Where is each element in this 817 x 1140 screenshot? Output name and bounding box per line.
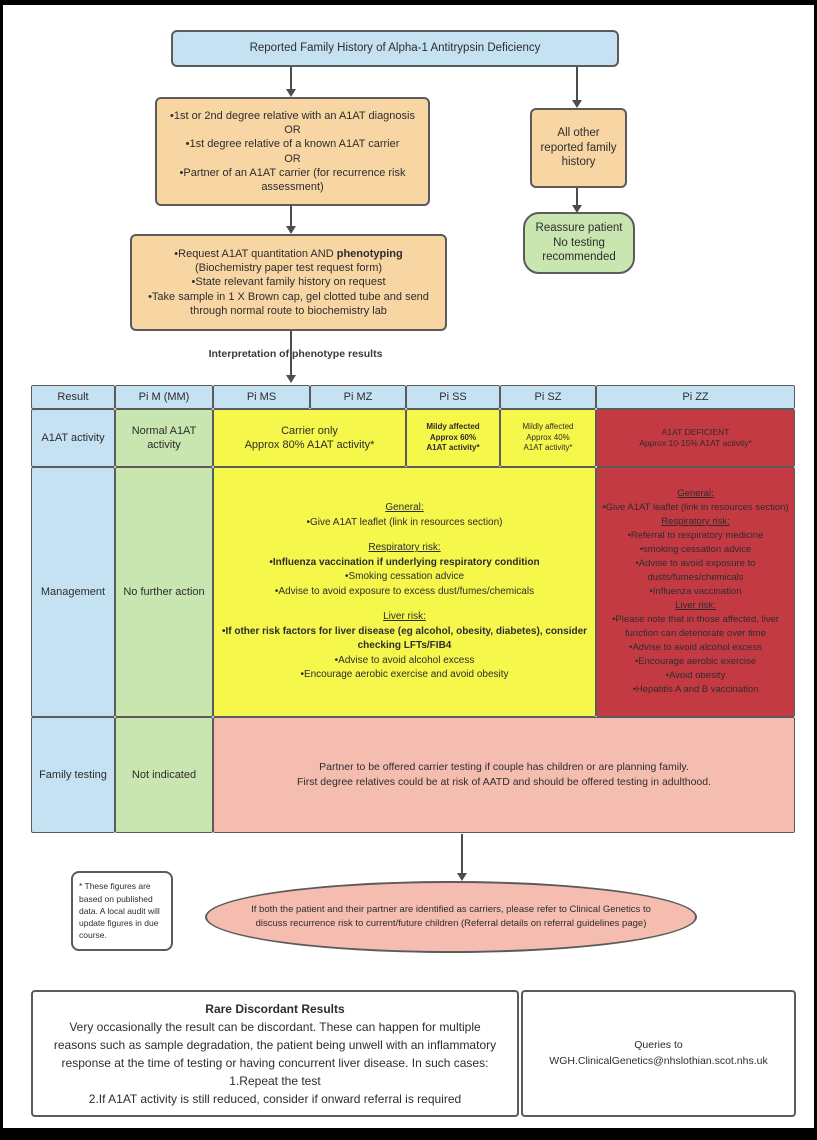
row-label-management: Management bbox=[31, 467, 115, 717]
activity-cell-zz: A1AT DEFICIENT Approx 10-15% A1AT activity* bbox=[596, 409, 795, 467]
criteria-list: •1st or 2nd degree relative with an A1AT diagnosis OR •1st degree relative of a known A1AT carrier OR •Partner of an A1AT carrier (for recurrence risk assessment) bbox=[170, 109, 415, 194]
zz-respiratory-items: •Referral to respiratory medicine •smoking cessation advice •Advise to avoid exposure to dusts/fumes/chemicals •Influenza vaccination bbox=[627, 529, 764, 597]
request-lines: (Biochemistry paper test request form) •State relevant family history on request •Take sample in 1 X Brown cap, gel clotted tube and send through normal route to biochemistry lab bbox=[148, 262, 429, 317]
discordant-body: Very occasionally the result can be discordant. These can happen for multiple reasons such as sample degradation, the patient being unwell with an inflammatory response at the time of testing or having concurrent liver disease. In such cases: bbox=[53, 1019, 497, 1070]
footnote-box bbox=[71, 871, 173, 951]
activity-cell-ss: Mildy affected Approx 60% A1AT activity* bbox=[406, 409, 500, 467]
header-cell-pi-ss: Pi SS bbox=[406, 385, 500, 409]
family-cell-mm: Not indicated bbox=[115, 717, 213, 833]
request-line1-pre: •Request A1AT quantitation AND bbox=[174, 247, 337, 260]
request-line-1 bbox=[174, 247, 402, 261]
request-line1-bold: phenotyping bbox=[336, 247, 403, 260]
zz-liver-items: •Please note that in those affected, liver function can deteriorate over time •Advise to avoid alcohol excess •Encourage aerobic exercise •Avoid obesity •Hepatitis A and B vaccination bbox=[612, 614, 779, 696]
carrier-respiratory-bold-item: •Influenza vaccination if underlying respiratory condition bbox=[269, 556, 540, 568]
discordant-steps: 1.Repeat the test 2.If A1AT activity is still reduced, consider if onward referral is required bbox=[88, 1073, 462, 1106]
arrow-criteria-to-request bbox=[290, 205, 292, 226]
interpretation-label: Interpretation of phenotype results bbox=[208, 348, 383, 360]
header-cell-pi-sz: Pi SZ bbox=[500, 385, 596, 409]
referral-ellipse bbox=[205, 881, 697, 953]
carrier-liver-items: •Advise to avoid alcohol excess •Encourage aerobic exercise and avoid obesity bbox=[300, 654, 509, 681]
arrow-title-to-criteria bbox=[290, 67, 292, 89]
title-box bbox=[171, 30, 619, 67]
management-cell-carrier bbox=[213, 467, 596, 717]
activity-cell-mm: Normal A1AT activity bbox=[115, 409, 213, 467]
zz-liver-heading: Liver risk: bbox=[675, 600, 716, 612]
carrier-general-items: •Give A1AT leaflet (link in resources section) bbox=[306, 516, 503, 528]
zz-general-items: •Give A1AT leaflet (link in resources section) bbox=[602, 501, 789, 513]
header-cell-result: Result bbox=[31, 385, 115, 409]
carrier-liver-section bbox=[218, 610, 591, 683]
family-cell-partner: Partner to be offered carrier testing if couple has children or are planning family. First degree relatives could be at risk of AATD and should be offered testing in adulthood. bbox=[213, 717, 795, 833]
arrow-other-to-reassure bbox=[576, 188, 578, 205]
row-label-family-testing: Family testing bbox=[31, 717, 115, 833]
activity-cell-sz: Mildly affected Approx 40% A1AT activity* bbox=[500, 409, 596, 467]
carrier-respiratory-heading: Respiratory risk: bbox=[368, 542, 441, 554]
header-cell-pi-ms: Pi MS bbox=[213, 385, 310, 409]
referral-text: If both the patient and their partner are identified as carriers, please refer to Clinical Genetics to discuss recurrence risk to current/future children (Referral details on referral guidelines page) bbox=[251, 903, 651, 929]
management-cell-mm: No further action bbox=[115, 467, 213, 717]
queries-box bbox=[521, 990, 796, 1117]
arrow-title-to-other bbox=[576, 67, 578, 100]
carrier-respiratory-items: •Smoking cessation advice •Advise to avoid exposure to excess dust/fumes/chemicals bbox=[274, 571, 535, 597]
other-family-text: All other reported family history bbox=[540, 126, 617, 169]
discordant-title: Rare Discordant Results bbox=[205, 1001, 345, 1016]
row-label-a1at-activity: A1AT activity bbox=[31, 409, 115, 467]
header-cell-pi-m: Pi M (MM) bbox=[115, 385, 213, 409]
header-cell-pi-zz: Pi ZZ bbox=[596, 385, 795, 409]
zz-general-heading: General: bbox=[677, 487, 714, 499]
carrier-general-section bbox=[307, 501, 503, 530]
carrier-general-heading: General: bbox=[385, 502, 424, 514]
management-cell-zz bbox=[596, 467, 795, 717]
reassure-text: Reassure patient No testing recommended bbox=[535, 221, 623, 264]
other-family-box bbox=[530, 108, 627, 188]
request-box bbox=[130, 234, 447, 331]
footnote-text: * These figures are based on published data. A local audit will update figures in due course. bbox=[79, 881, 160, 941]
page-title: Reported Family History of Alpha-1 Antitrypsin Deficiency bbox=[249, 42, 541, 55]
carrier-respiratory-section bbox=[269, 541, 539, 599]
queries-text: Queries to WGH.ClinicalGenetics@nhslothian.scot.nhs.uk bbox=[549, 1038, 768, 1067]
criteria-box bbox=[155, 97, 430, 206]
activity-cell-ms-mz: Carrier only Approx 80% A1AT activity* bbox=[213, 409, 406, 467]
discordant-box bbox=[31, 990, 519, 1117]
results-table bbox=[31, 385, 795, 833]
zz-respiratory-heading: Respiratory risk: bbox=[661, 515, 730, 527]
arrow-table-to-ellipse bbox=[461, 834, 463, 873]
header-cell-pi-mz: Pi MZ bbox=[310, 385, 406, 409]
reassure-box bbox=[523, 212, 635, 274]
carrier-liver-bold-item: •If other risk factors for liver disease (eg alcohol, obesity, diabetes), consider checking LFTs/FIB4 bbox=[221, 625, 588, 652]
carrier-liver-heading: Liver risk: bbox=[383, 611, 426, 623]
